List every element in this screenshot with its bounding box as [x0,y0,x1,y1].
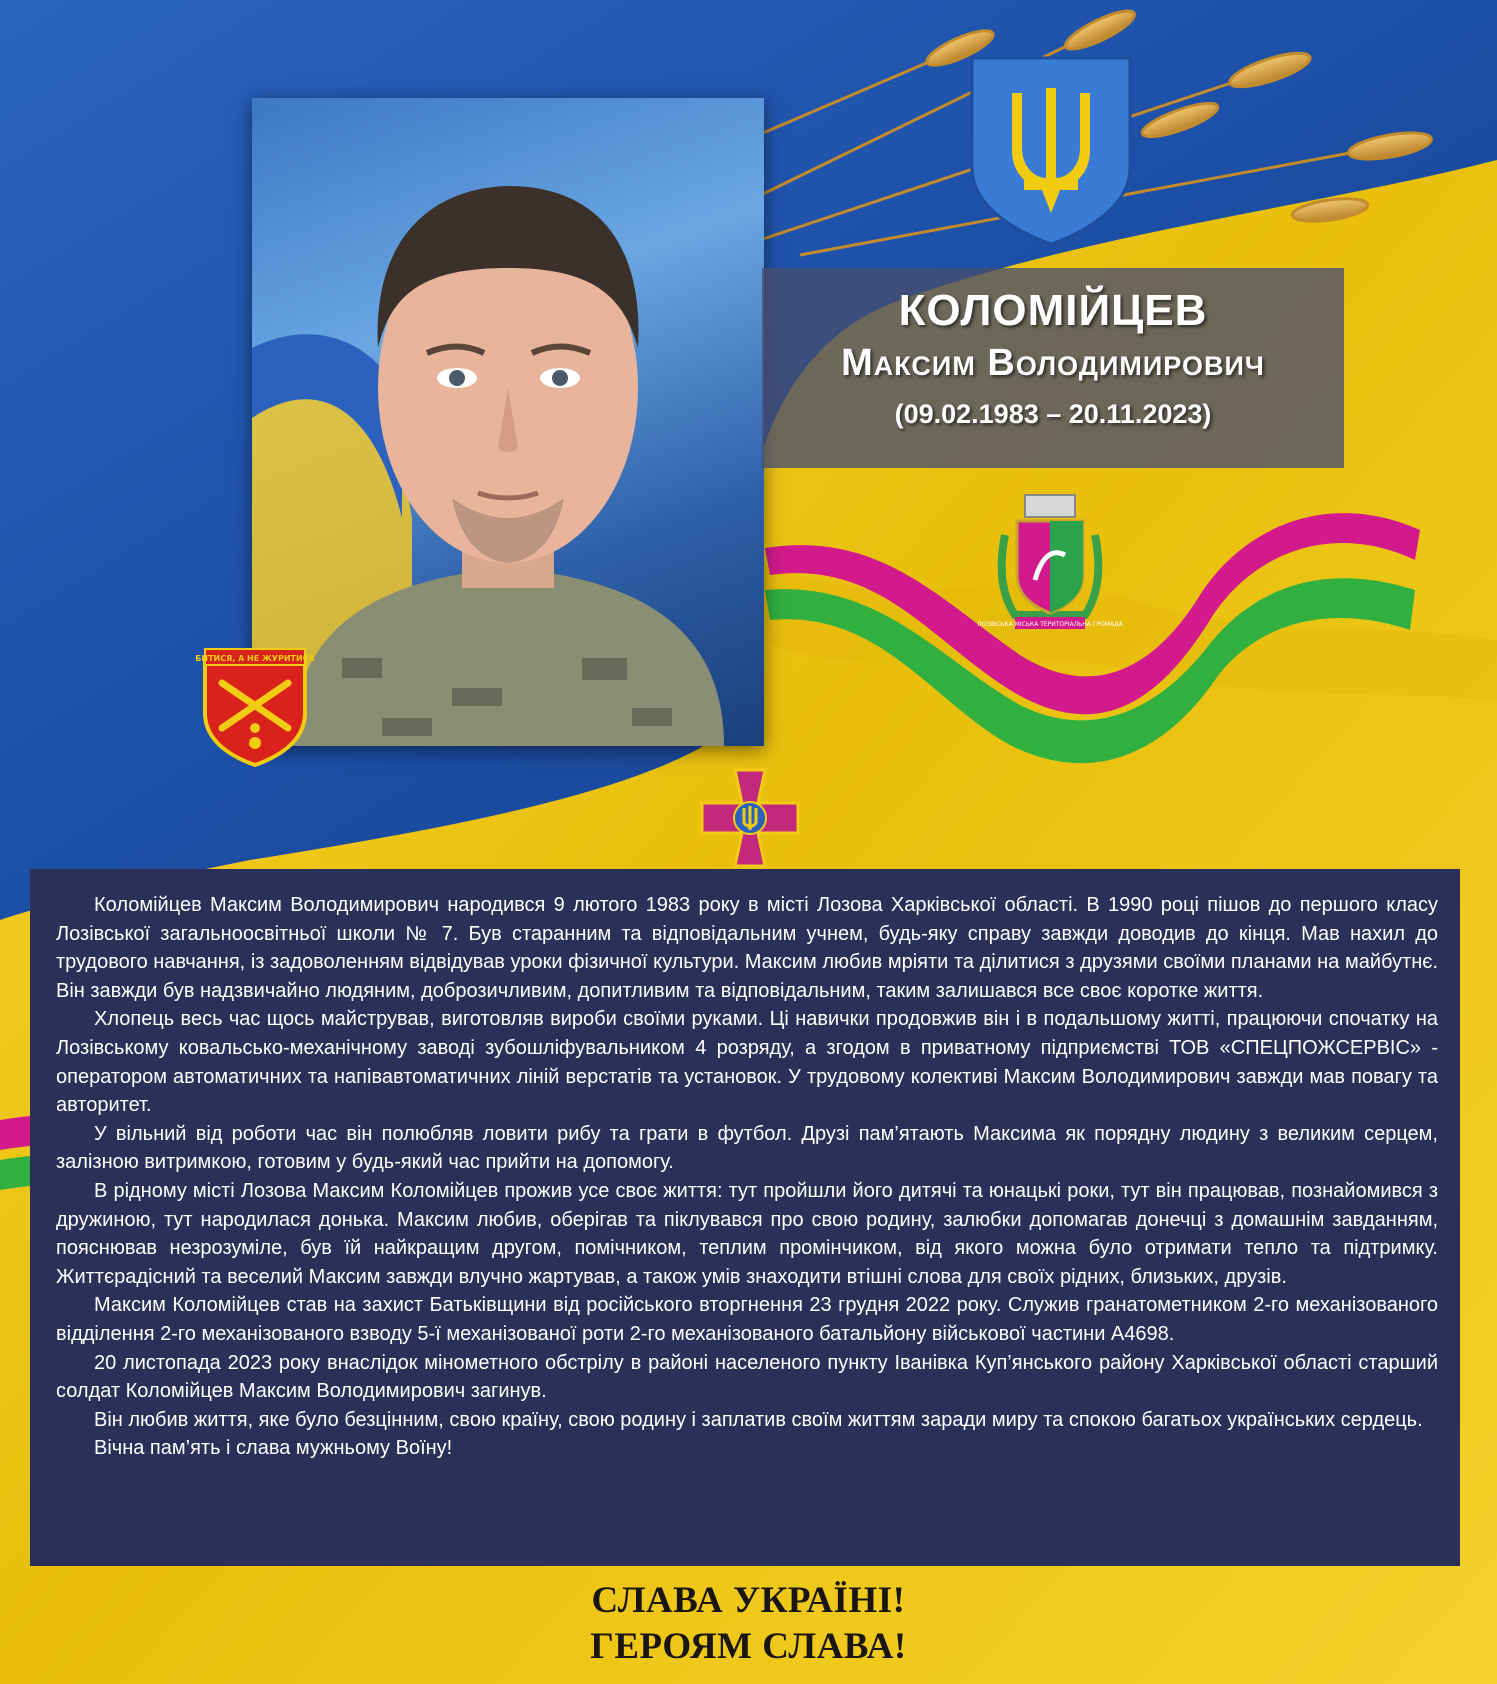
city-coat-of-arms-icon [977,485,1123,635]
name-plate [762,268,1344,468]
portrait-photo [252,98,764,746]
unit-badge-motto: БИТИСЯ, А НЕ ЖУРИТИСЯ [195,654,315,663]
slogan-glory-heroes: ГЕРОЯМ СЛАВА! [590,1626,907,1667]
bio-paragraph: Максим Коломійцев став на захист Батьківщини від російського вторгнення 23 грудня 2022 року. Служив гранатометником 2-го механізованого відділення 2-го механізованого взводу 5-ї механізованої роти 2-го механізованого батальйону військової частини А4698. [56,1294,1438,1345]
surname: КОЛОМІЙЦЕВ [898,286,1208,335]
armed-forces-cross-icon [700,768,800,868]
bio-paragraph: В рідному місті Лозова Максим Коломійцев прожив усе своє життя: тут пройшли його дитячі та юнацькі роки, тут він працював, познайомився з дружиною, тут народилася донька. Максим любив, оберігав та піклувався про свою родину, залюбки допомагав донечці з домашнім завданням, пояснював незрозуміле, був їй найкращим другом, помічником, теплим промінчиком, від якого можна було отримати тепло та підтримку. Життєрадісний та веселий Максим завжди влучно жартував, а також умів знаходити втішні слова для своїх рідних, близьких, друзів. [56,1179,1438,1288]
slogan-glory-ukraine: СЛАВА УКРАЇНІ! [591,1580,906,1621]
bio-paragraph: Він любив життя, яке було безцінним, свою країну, свою родину і заплатив своїм життям заради миру та спокою багатьох українських сердець. [94,1408,1423,1431]
trident-shield-icon [952,48,1150,248]
bio-paragraph: 20 листопада 2023 року внаслідок мінометного обстрілу в районі населеного пункту Іванівка Куп’янського району Харківської області старший солдат Коломійцев Максим Володимирович загинув. [56,1351,1438,1403]
portrait-illustration [252,98,764,746]
city-emblem-caption: ЛОЗІВСЬКА МІСЬКА ТЕРИТОРІАЛЬНА ГРОМАДА [977,621,1123,628]
given-names: Максим Володимирович [841,342,1265,384]
bio-paragraph: Коломійцев Максим Володимирович народився 9 лютого 1983 року в місті Лозова Харківської області. В 1990 році пішов до першого класу Лозівської загальноосвітньої школи № 7. Був старанним та відповідальним учнем, будь-яку справу завжди доводив до кінця. Мав нахил до трудового навчання, із задоволенням відвідував уроки фізичної культури. Максим любив мріяти та ділитися з друзями своїми планами на майбутнє. Він завжди був надзвичайно людяним, доброзичливим, допитливим та відповідальним, таким залишався все своє коротке життя. [56,894,1438,1002]
life-dates: (09.02.1983 – 20.11.2023) [894,399,1212,429]
bio-paragraph: Хлопець весь час щось майстрував, виготовляв вироби своїми руками. Ці навички продовжив він і в подальшому житті, працюючи спочатку на Лозівському ковальсько-механічному заводі зубошліфувальником 4 розряду, а згодом в приватному підприємстві ТОВ «СПЕЦПОЖСЕРВІС» - оператором автоматичних та напівавтоматичних ліній верстатів та установок. У трудовому колективі Максим Володимирович завжди мав повагу та авторитет. [56,1008,1438,1117]
bio-paragraph: Вічна пам’ять і слава мужньому Воїну! [94,1437,453,1460]
unit-badge-icon [195,643,315,768]
bio-paragraph: У вільний від роботи час він полюбляв ловити рибу та грати в футбол. Друзі пам’ятають Максима як порядну людину з великим серцем, залізною витримкою, готовим у будь-який час прийти на допомогу. [56,1122,1438,1174]
biography-panel [30,869,1460,1566]
slogans [0,1578,1497,1670]
